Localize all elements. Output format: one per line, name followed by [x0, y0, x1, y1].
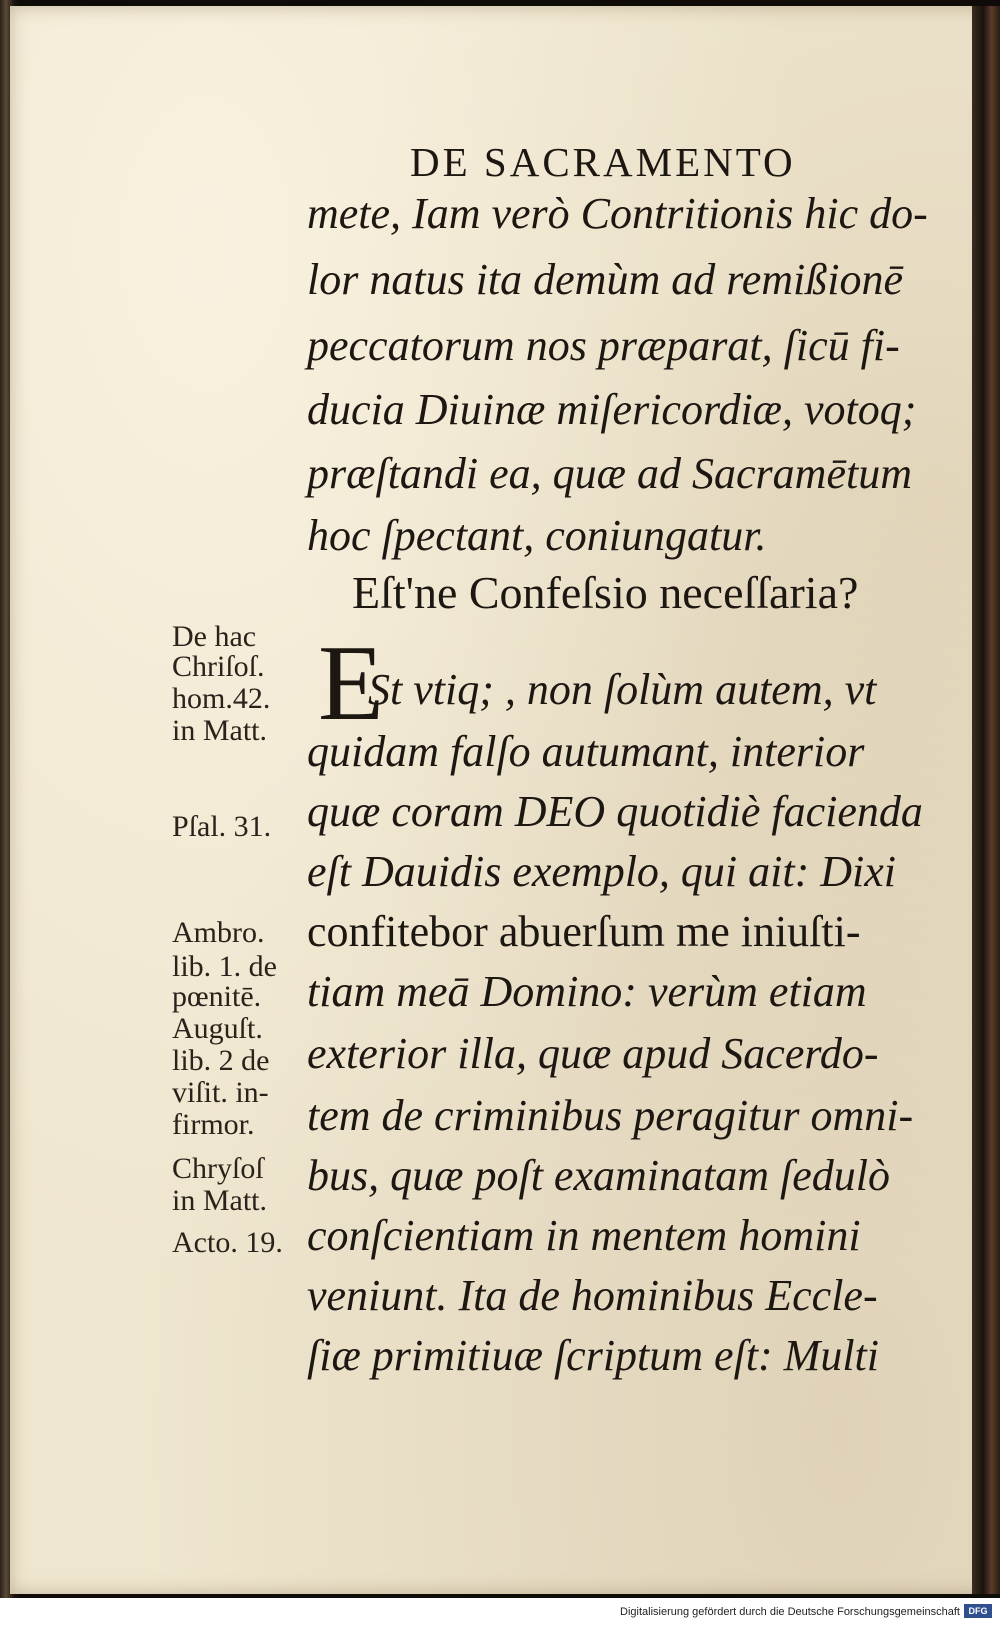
- margin-note: Chriſoſ.: [172, 650, 265, 683]
- answer-line: eſt Dauidis exemplo, qui ait: Dixi: [307, 847, 896, 896]
- margin-note: lib. 2 de: [172, 1044, 270, 1077]
- answer-line: quidam falſo autumant, interior: [307, 727, 865, 776]
- body-line: peccatorum nos præparat, ſicū fi-: [307, 321, 900, 370]
- margin-note: in Matt.: [172, 714, 267, 747]
- answer-line: confitebor abuerſum me iniuſti-: [307, 907, 861, 956]
- body-line: lor natus ita demùm ad remißionē: [307, 255, 903, 304]
- body-line: hoc ſpectant, coniungatur.: [307, 511, 767, 560]
- answer-line: tem de criminibus peragitur omni-: [307, 1091, 914, 1140]
- answer-line: bus, quæ poſt examinatam ſedulò: [307, 1151, 890, 1200]
- book-spine-edge: [972, 6, 1000, 1594]
- question-heading: Eſt'ne Confeſsio neceſſaria?: [352, 567, 859, 618]
- answer-line: conſcientiam in mentem homini: [307, 1211, 861, 1260]
- margin-note: Ambro.: [172, 916, 265, 949]
- funding-credit: Digitalisierung gefördert durch die Deutsche Forschungsgemeinschaft: [620, 1606, 960, 1618]
- margin-note: De hac: [172, 620, 257, 653]
- answer-line: ſiæ primitiuæ ſcriptum eſt: Multi: [307, 1331, 879, 1380]
- body-line: mete, Iam verò Contritionis hic do-: [307, 189, 928, 238]
- answer-line: tiam meā Domino: verùm etiam: [307, 967, 867, 1016]
- answer-line: exterior illa, quæ apud Sacerdo-: [307, 1029, 879, 1078]
- margin-note: firmor.: [172, 1108, 255, 1141]
- margin-note: Acto. 19.: [172, 1226, 283, 1259]
- answer-line: veniunt. Ita de hominibus Eccle-: [307, 1271, 878, 1320]
- drop-cap: E: [318, 624, 384, 743]
- margin-note: pœnitē.: [172, 980, 262, 1013]
- dfg-logo: DFG: [964, 1604, 992, 1618]
- running-header: DE SACRAMENTO: [410, 139, 796, 185]
- margin-note: Chryſoſ: [172, 1152, 264, 1185]
- margin-note: lib. 1. de: [172, 950, 277, 983]
- body-line: ducia Diuinæ miſericordiæ, votoq;: [307, 385, 917, 434]
- margin-note: in Matt.: [172, 1184, 267, 1217]
- answer-line: quæ coram DEO quotidiè facienda: [307, 787, 923, 836]
- margin-note: hom.42.: [172, 682, 271, 715]
- body-line: præſtandi ea, quæ ad Sacramētum: [307, 449, 912, 498]
- margin-note: viſit. in-: [172, 1076, 269, 1109]
- margin-note: Auguſt.: [172, 1012, 263, 1045]
- answer-line: St vtiq; , non ſolùm autem, vt: [368, 665, 877, 714]
- margin-note: Pſal. 31.: [172, 810, 272, 843]
